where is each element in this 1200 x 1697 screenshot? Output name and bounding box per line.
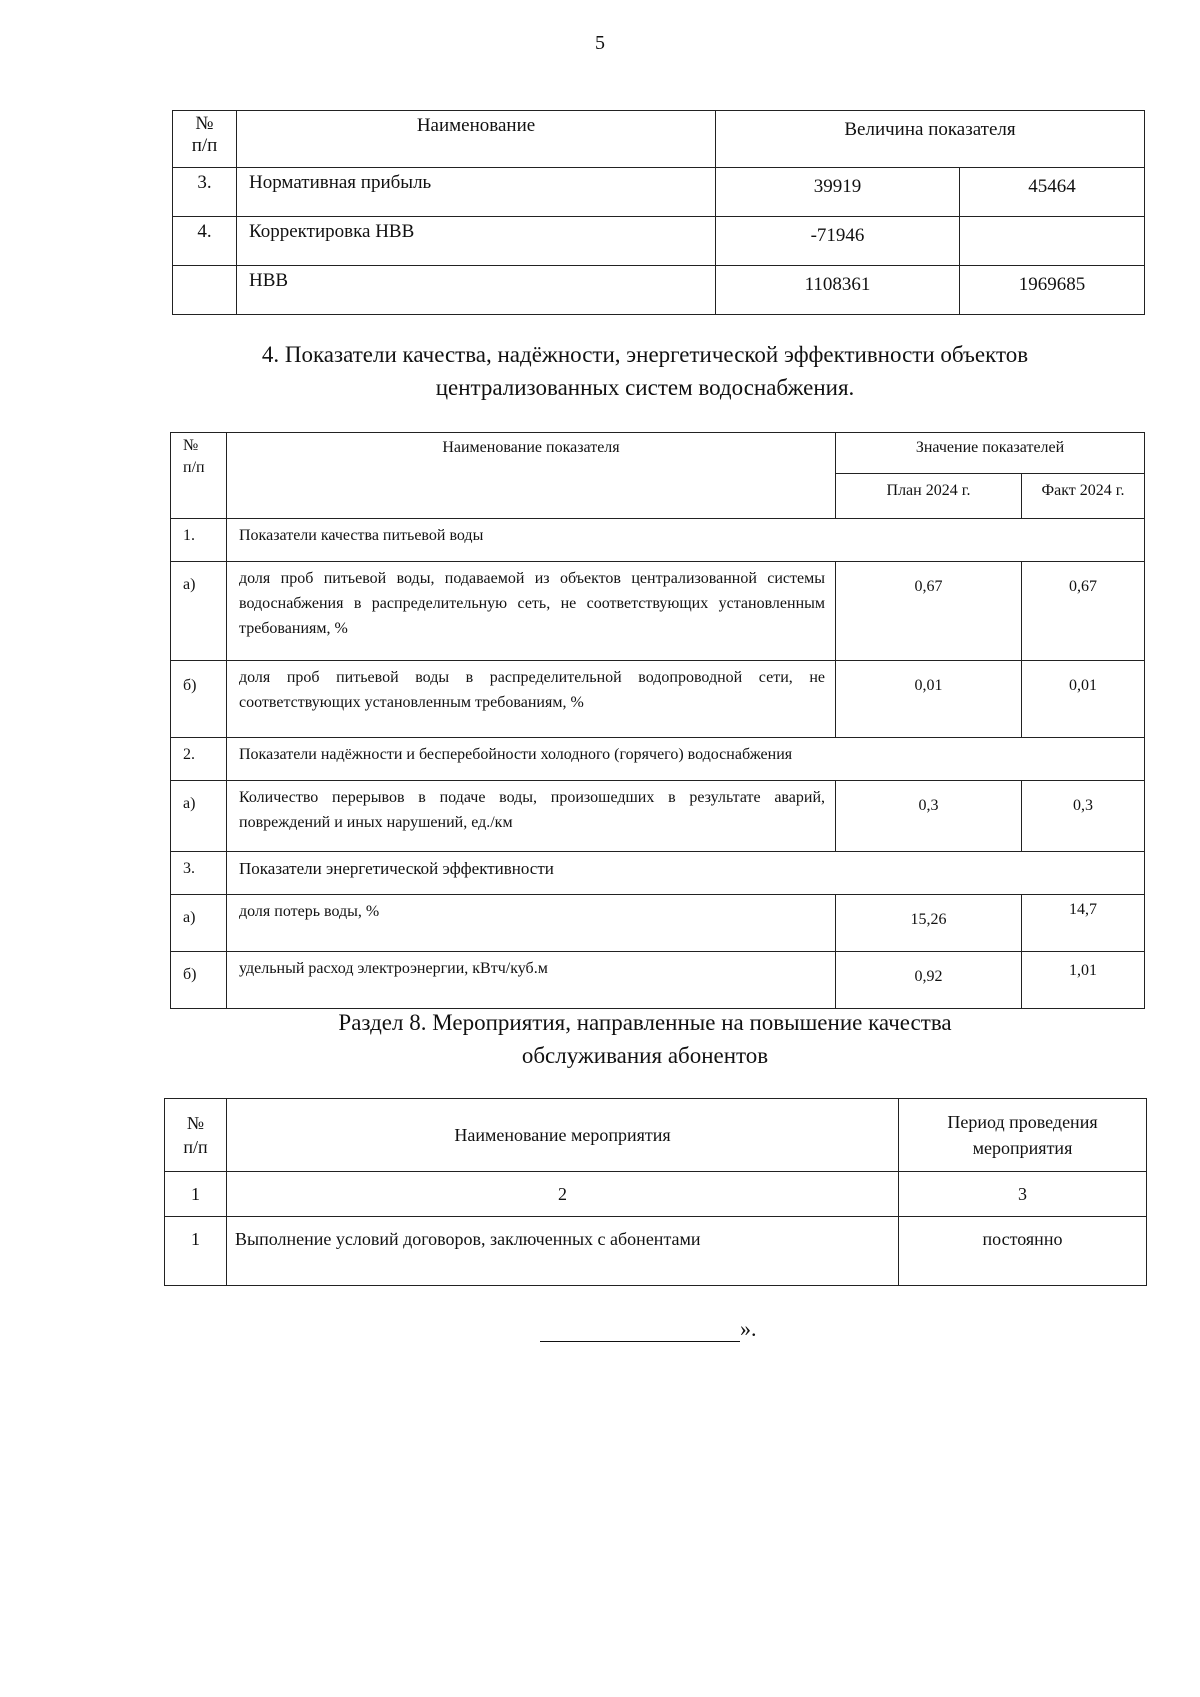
group-number: 2. bbox=[171, 738, 227, 781]
row-value-2: 1969685 bbox=[960, 266, 1145, 315]
row-name: НВВ bbox=[237, 266, 716, 315]
row-name: удельный расход электроэнергии, кВтч/куб.м bbox=[227, 952, 836, 1009]
row-plan-value: 0,67 bbox=[836, 562, 1022, 661]
group-title: Показатели энергетической эффективности bbox=[227, 852, 1145, 895]
row-number: а) bbox=[171, 895, 227, 952]
financial-table bbox=[172, 110, 1145, 315]
col-header-name: Наименование показателя bbox=[227, 433, 836, 519]
col-header-period: Период проведения мероприятия bbox=[899, 1099, 1147, 1172]
row-value-1: 39919 bbox=[716, 168, 960, 217]
table-row bbox=[171, 952, 1145, 1009]
row-plan-value: 0,92 bbox=[836, 952, 1022, 1009]
row-fact-value: 0,3 bbox=[1022, 781, 1145, 852]
table-row bbox=[171, 781, 1145, 852]
row-name: Корректировка НВВ bbox=[237, 217, 716, 266]
measures-table bbox=[164, 1098, 1147, 1286]
group-row bbox=[171, 738, 1145, 781]
table-row bbox=[171, 661, 1145, 738]
row-value-2: 45464 bbox=[960, 168, 1145, 217]
signature-line bbox=[540, 1317, 740, 1342]
col-header-name: Наименование bbox=[237, 111, 716, 168]
table-header-row bbox=[165, 1099, 1147, 1172]
section-8-title-line-2: обслуживания абонентов bbox=[521, 1043, 769, 1068]
table-header-row bbox=[173, 111, 1145, 168]
col-header-number: № п/п bbox=[171, 433, 227, 519]
row-plan-value: 0,01 bbox=[836, 661, 1022, 738]
col-number-2: 2 bbox=[227, 1172, 899, 1217]
col-header-values: Значение показателей bbox=[836, 433, 1145, 474]
closing-quote: ». bbox=[740, 1316, 757, 1341]
column-numbers-row bbox=[165, 1172, 1147, 1217]
section-4-title-line-2: централизованных систем водоснабжения. bbox=[435, 375, 855, 400]
table-row bbox=[171, 895, 1145, 952]
col-header-number: № п/п bbox=[173, 111, 237, 168]
quality-indicators-table bbox=[170, 432, 1145, 1009]
row-number: б) bbox=[171, 952, 227, 1009]
table-row bbox=[173, 266, 1145, 315]
col-number-3: 3 bbox=[899, 1172, 1147, 1217]
group-number: 3. bbox=[171, 852, 227, 895]
row-name: Нормативная прибыль bbox=[237, 168, 716, 217]
row-name: Количество перерывов в подаче воды, произошедших в результате аварий, повреждений и иных нарушений, ед./км bbox=[227, 781, 836, 852]
col-header-value: Величина показателя bbox=[716, 111, 1145, 168]
row-name: доля проб питьевой воды в распределительной водопроводной сети, не соответствующих установленным требованиям, % bbox=[227, 661, 836, 738]
section-4-title-line-1: 4. Показатели качества, надёжности, энергетической эффективности объектов bbox=[261, 342, 1029, 367]
section-8-title-line-1: Раздел 8. Мероприятия, направленные на повышение качества bbox=[338, 1010, 952, 1035]
group-row bbox=[171, 852, 1145, 895]
group-number: 1. bbox=[171, 519, 227, 562]
group-title: Показатели надёжности и бесперебойности холодного (горячего) водоснабжения bbox=[227, 738, 1145, 781]
row-name: доля потерь воды, % bbox=[227, 895, 836, 952]
row-fact-value: 0,67 bbox=[1022, 562, 1145, 661]
row-fact-value: 1,01 bbox=[1022, 952, 1145, 1009]
table-row bbox=[173, 168, 1145, 217]
col-header-number: № п/п bbox=[165, 1099, 227, 1172]
row-number bbox=[173, 266, 237, 315]
col-header-name: Наименование мероприятия bbox=[227, 1099, 899, 1172]
page-number: 5 bbox=[595, 32, 605, 54]
row-plan-value: 0,3 bbox=[836, 781, 1022, 852]
row-period: постоянно bbox=[899, 1217, 1147, 1286]
row-fact-value: 0,01 bbox=[1022, 661, 1145, 738]
row-fact-value: 14,7 bbox=[1022, 895, 1145, 952]
col-header-plan: План 2024 г. bbox=[836, 474, 1022, 519]
row-number: а) bbox=[171, 562, 227, 661]
table-row bbox=[171, 562, 1145, 661]
table-row bbox=[173, 217, 1145, 266]
row-name: доля проб питьевой воды, подаваемой из объектов централизованной системы водоснабжения в распределительную сеть, не соответствующих установленным требованиям, % bbox=[227, 562, 836, 661]
group-row bbox=[171, 519, 1145, 562]
row-value-2 bbox=[960, 217, 1145, 266]
closing-mark bbox=[540, 1316, 757, 1342]
row-value-1: 1108361 bbox=[716, 266, 960, 315]
col-number-1: 1 bbox=[165, 1172, 227, 1217]
row-name: Выполнение условий договоров, заключенных с абонентами bbox=[227, 1217, 899, 1286]
row-number: 3. bbox=[173, 168, 237, 217]
row-plan-value: 15,26 bbox=[836, 895, 1022, 952]
row-number: а) bbox=[171, 781, 227, 852]
table-header-row bbox=[171, 433, 1145, 474]
col-header-fact: Факт 2024 г. bbox=[1022, 474, 1145, 519]
row-number: 4. bbox=[173, 217, 237, 266]
row-value-1: -71946 bbox=[716, 217, 960, 266]
row-number: 1 bbox=[165, 1217, 227, 1286]
group-title: Показатели качества питьевой воды bbox=[227, 519, 1145, 562]
row-number: б) bbox=[171, 661, 227, 738]
table-row bbox=[165, 1217, 1147, 1286]
